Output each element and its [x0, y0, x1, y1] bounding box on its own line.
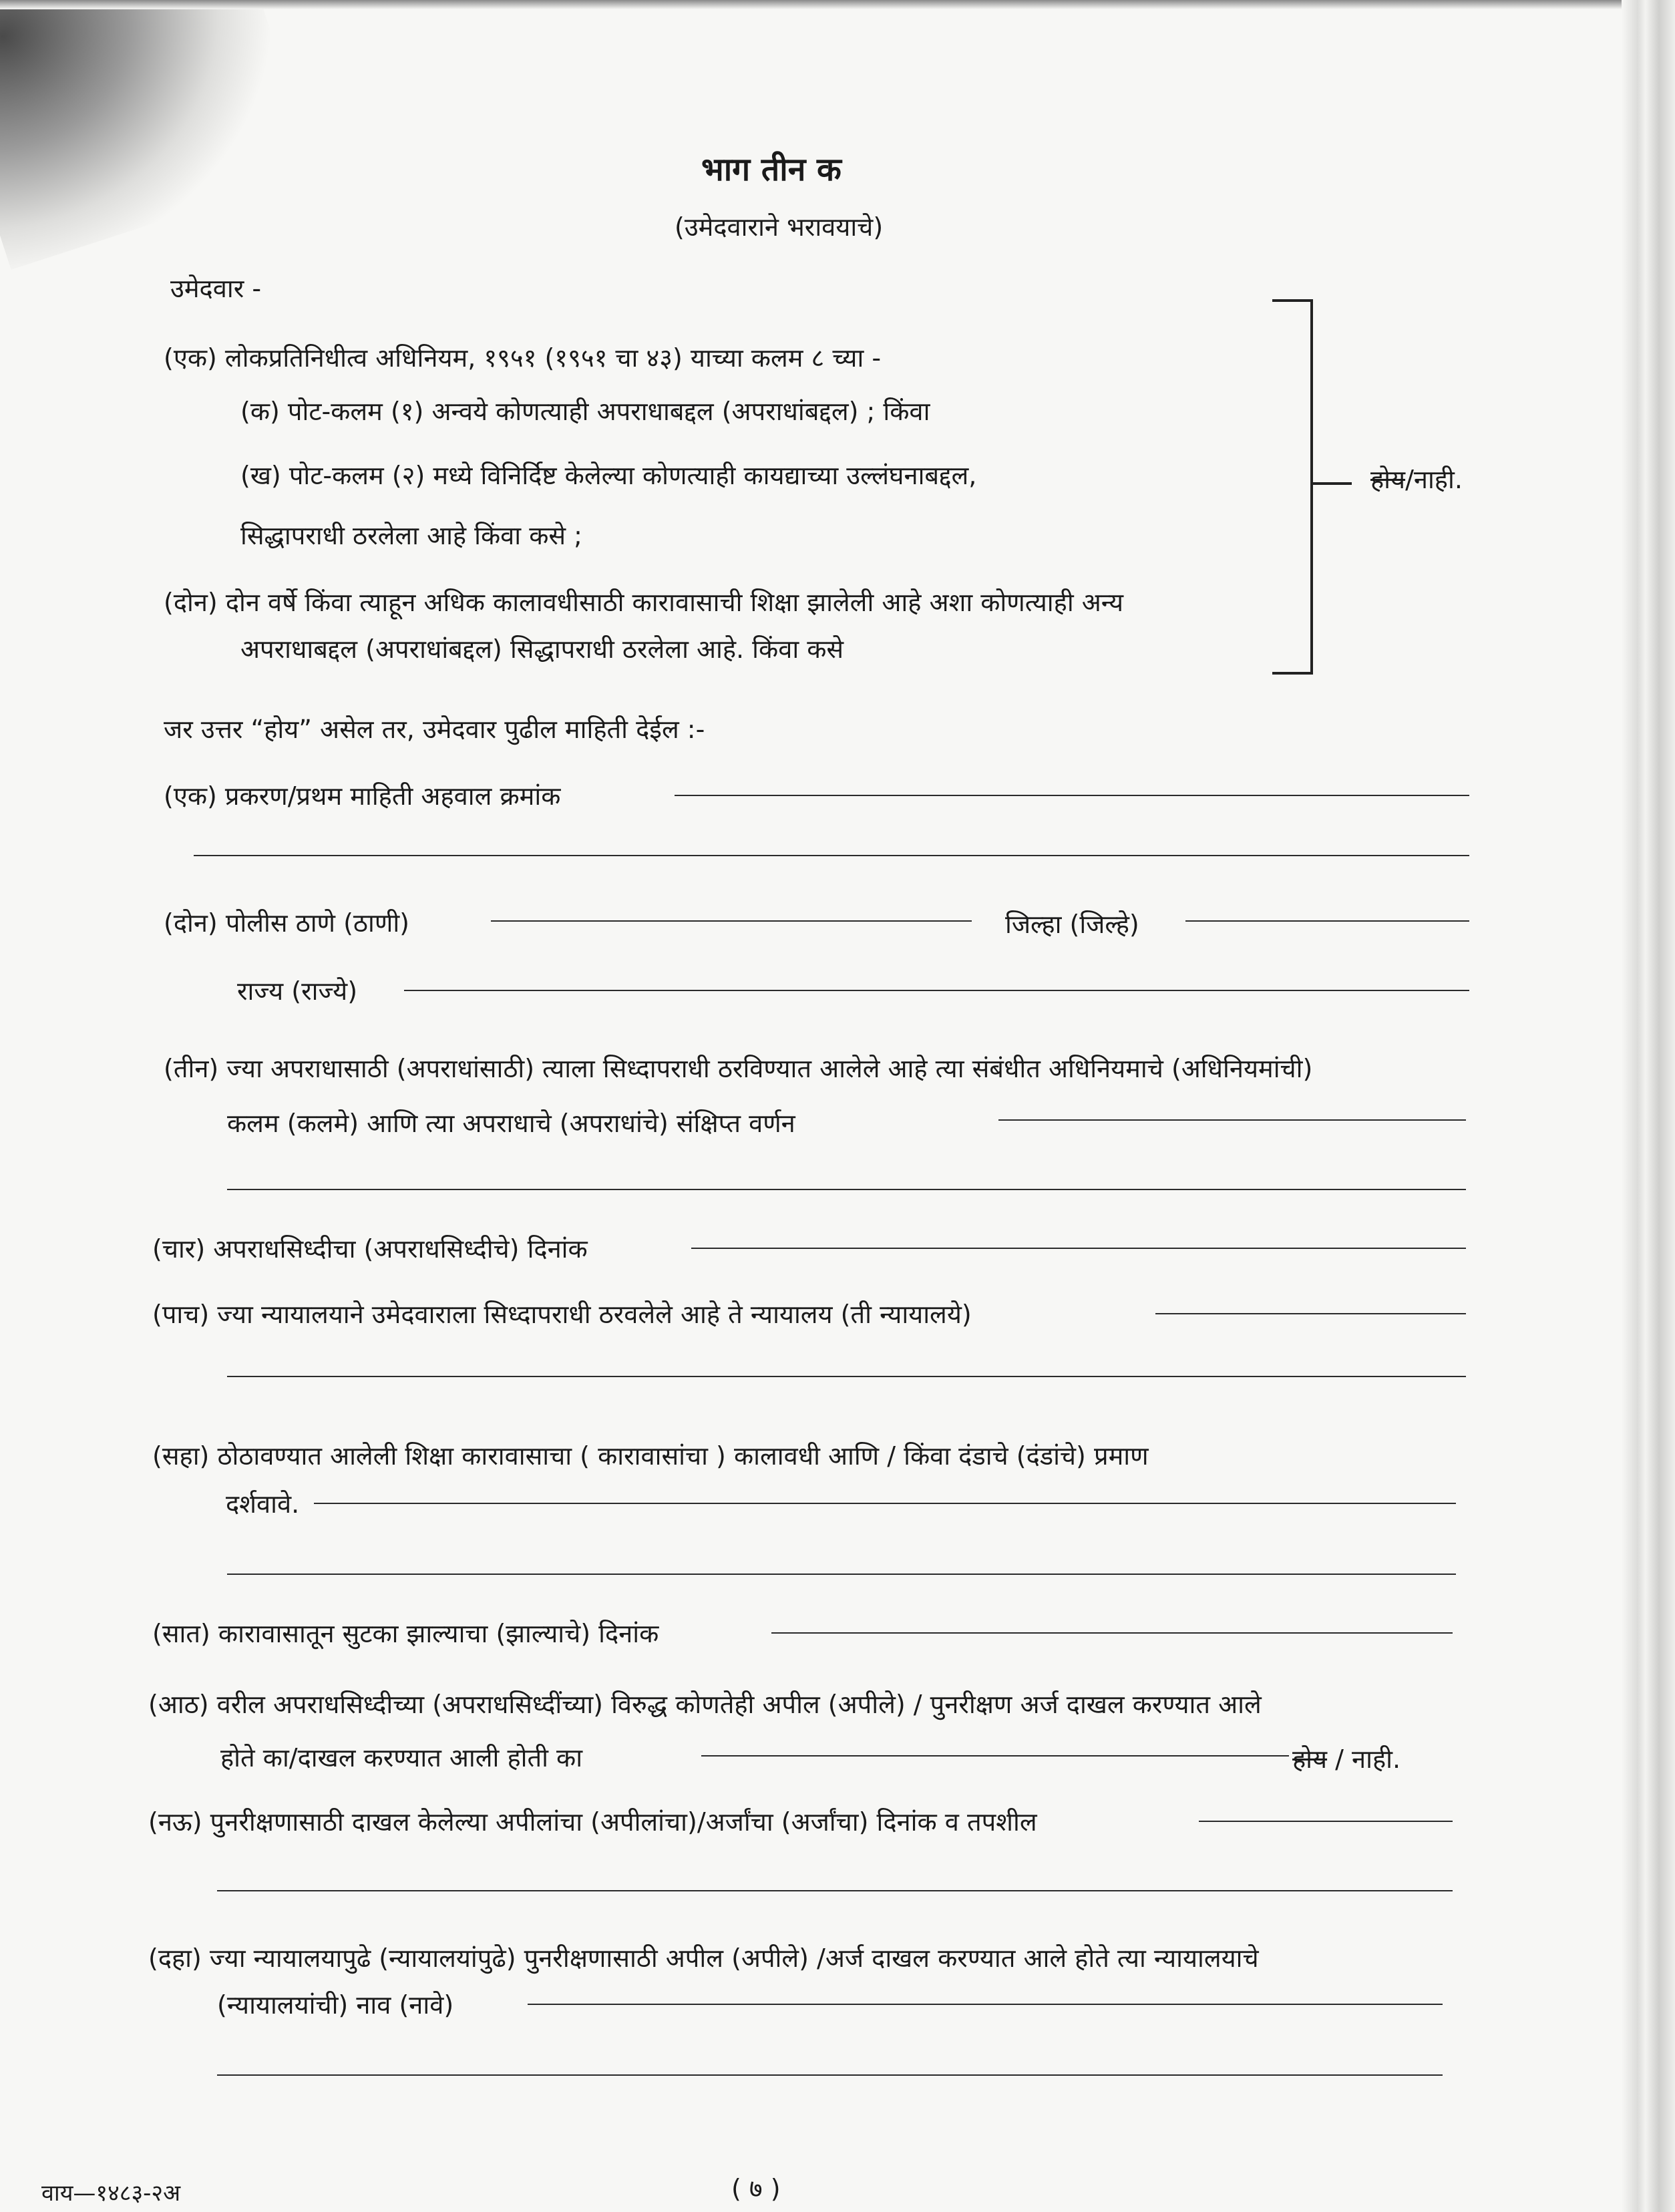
page-top-edge: [0, 0, 1675, 9]
sentence-label-line1: (सहा) ठोठावण्यात आलेली शिक्षा कारावासाचा ( कारावासांचा ) कालावधी आणि / किंवा दंडाचे (दंडांचे) प्रमाण: [152, 1441, 1149, 1471]
state-label: राज्य (राज्ये): [237, 976, 358, 1006]
sentence-input-line[interactable]: [314, 1503, 1456, 1504]
sentence-label-line2: दर्शवावे.: [226, 1489, 300, 1519]
conviction-date-input-line[interactable]: [691, 1248, 1466, 1249]
form-title: भाग तीन क: [701, 151, 842, 188]
case-number-input-line[interactable]: [675, 795, 1469, 796]
police-station-input-line[interactable]: [491, 920, 972, 922]
bracket-bottom: [1272, 672, 1313, 675]
appeal-label-line2: होते का/दाखल करण्यात आली होती का: [220, 1743, 583, 1773]
clause-one: (एक) लोकप्रतिनिधीत्व अधिनियम, १९५१ (१९५१ चा ४३) याच्या कलम ८ च्या -: [164, 343, 882, 373]
clause-two-line2: अपराधाबद्दल (अपराधांबद्दल) सिद्धापराधी ठरलेला आहे. किंवा कसे: [240, 634, 844, 664]
court-input-line-2[interactable]: [227, 1376, 1466, 1377]
district-label: जिल्हा (जिल्हे): [1005, 910, 1139, 939]
sentence-input-line-2[interactable]: [227, 1574, 1456, 1575]
answer-yes-no: [1370, 465, 1463, 494]
paper-stack-edge: [1622, 0, 1675, 2212]
if-yes-instruction: जर उत्तर “होय” असेल तर, उमेदवार पुढील माहिती देईल :-: [164, 715, 705, 744]
answer-yes: होय: [1370, 465, 1406, 494]
release-date-input-line[interactable]: [771, 1632, 1453, 1634]
police-station-label: (दोन) पोलीस ठाणे (ठाणी): [164, 908, 409, 938]
sections-label-line2: कलम (कलमे) आणि त्या अपराधाचे (अपराधांचे) संक्षिप्त वर्णन: [227, 1109, 795, 1138]
court-label: (पाच) ज्या न्यायालयाने उमेदवाराला सिध्दापराधी ठरवलेले आहे ते न्यायालय (ती न्यायालये): [152, 1300, 972, 1329]
appeal-answer-no: / नाही.: [1327, 1744, 1401, 1774]
bracket-pointer: [1312, 482, 1352, 485]
revision-details-label: (नऊ) पुनरीक्षणासाठी दाखल केलेल्या अपीलांचा (अपीलांचा)/अर्जांचा (अर्जांचा) दिनांक व तपशील: [148, 1807, 1037, 1837]
bracket-top: [1272, 299, 1312, 302]
sections-input-line-2[interactable]: [227, 1189, 1466, 1190]
clause-convicted: सिद्धापराधी ठरलेला आहे किंवा कसे ;: [240, 521, 582, 550]
appeal-court-label-line2: (न्यायालयांची) नाव (नावे): [217, 1990, 454, 2020]
bracket-vertical: [1310, 299, 1313, 673]
page-curl-shadow: [0, 0, 316, 270]
appeal-court-input-line-2[interactable]: [217, 2074, 1443, 2076]
appeal-label-line1: (आठ) वरील अपराधसिध्दीच्या (अपराधसिध्दींच्या) विरुद्ध कोणतेही अपील (अपीले) / पुनरीक्षण अर्ज दाखल करण्यात आले: [148, 1690, 1262, 1719]
answer-no: /नाही.: [1405, 465, 1463, 494]
page-number: ( ७ ): [731, 2174, 781, 2203]
sections-input-line[interactable]: [998, 1119, 1466, 1121]
clause-ka: (क) पोट-कलम (१) अन्वये कोणत्याही अपराधाबद्दल (अपराधांबद्दल) ; किंवा: [240, 397, 930, 426]
revision-details-input-line-2[interactable]: [217, 1890, 1453, 1891]
appeal-court-label-line1: (दहा) ज्या न्यायालयापुढे (न्यायालयांपुढे) पुनरीक्षणासाठी अपील (अपीले) /अर्ज दाखल करण्यात आले होते त्या न्यायालयाचे: [148, 1944, 1259, 1973]
appeal-answer: [1292, 1744, 1401, 1774]
case-number-input-line-2[interactable]: [194, 855, 1469, 856]
form-code: वाय—१४८३-२अ: [41, 2180, 181, 2207]
clause-kha: (ख) पोट-कलम (२) मध्ये विनिर्दिष्ट केलेल्या कोणत्याही कायद्याच्या उल्लंघनाबद्दल,: [240, 461, 977, 490]
district-input-line[interactable]: [1185, 920, 1469, 922]
state-input-line[interactable]: [404, 990, 1469, 991]
release-date-label: (सात) कारावासातून सुटका झाल्याचा (झाल्याचे) दिनांक: [152, 1619, 659, 1648]
form-subtitle: (उमेदवाराने भरावयाचे): [675, 212, 884, 242]
sections-label-line1: (तीन) ज्या अपराधासाठी (अपराधांसाठी) त्याला सिध्दापराधी ठरविण्यात आलेले आहे त्या संबंधीत अधिनियमाचे (अधिनियमांची): [164, 1054, 1313, 1083]
revision-details-input-line[interactable]: [1199, 1821, 1453, 1822]
appeal-input-line[interactable]: [701, 1755, 1289, 1757]
appeal-answer-yes: होय: [1292, 1744, 1328, 1774]
case-number-label: (एक) प्रकरण/प्रथम माहिती अहवाल क्रमांक: [164, 781, 561, 811]
appeal-court-input-line[interactable]: [528, 2004, 1443, 2005]
conviction-date-label: (चार) अपराधसिध्दीचा (अपराधसिध्दीचे) दिनांक: [152, 1234, 588, 1264]
court-input-line[interactable]: [1155, 1313, 1466, 1314]
clause-two-line1: (दोन) दोन वर्षे किंवा त्याहून अधिक कालावधीसाठी कारावासाची शिक्षा झालेली आहे अशा कोणत्याही अन्य: [164, 588, 1124, 617]
candidate-label: उमेदवार -: [170, 274, 262, 303]
